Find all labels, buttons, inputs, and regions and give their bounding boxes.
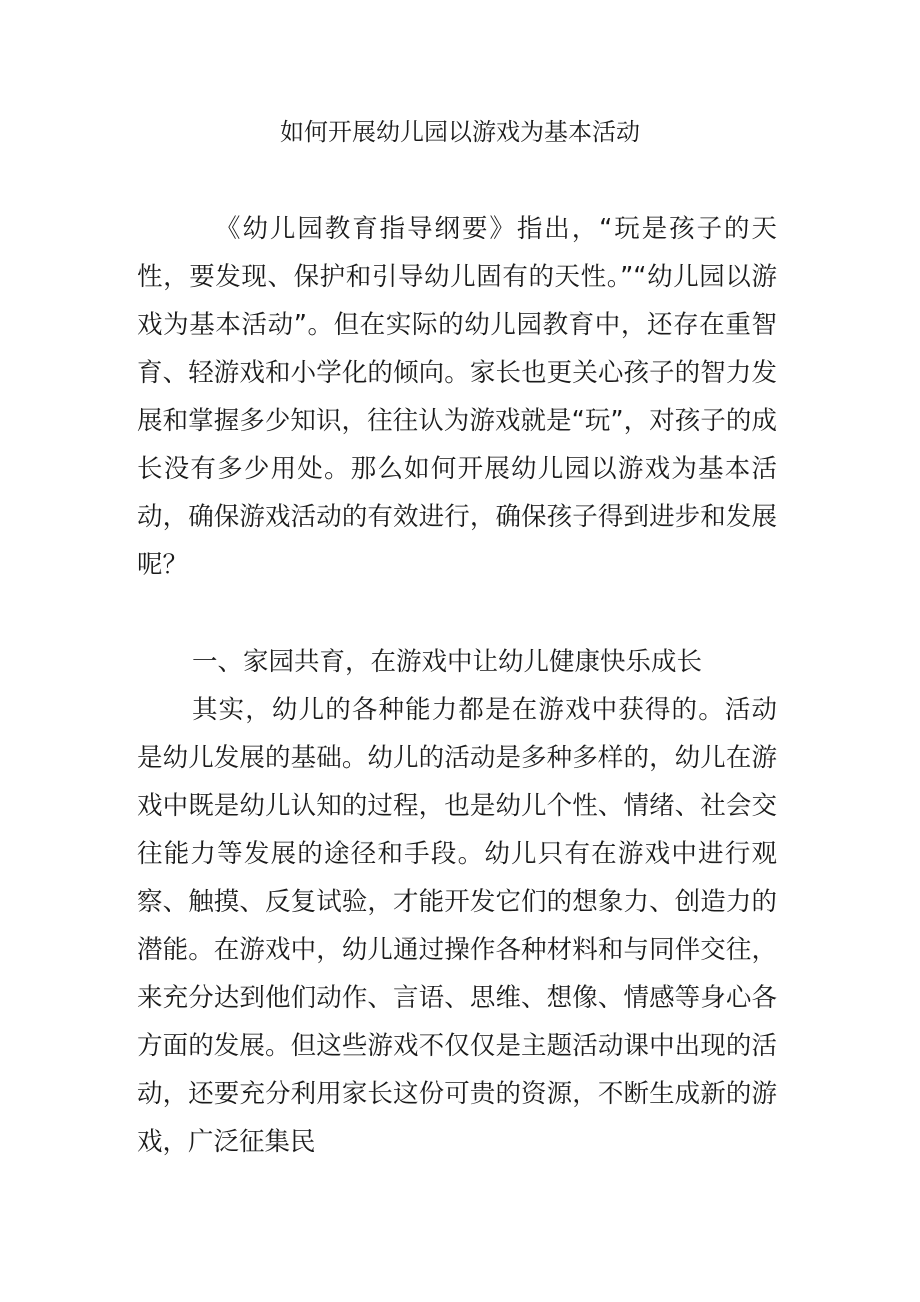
document-title: 如何开展幼儿园以游戏为基本活动 [280,118,640,146]
section-heading: 一、家园共育，在游戏中让幼儿健康快乐成长 [192,647,703,677]
intro-paragraph: 《幼儿园教育指导纲要》指出，“玩是孩子的天性，要发现、保护和引导幼儿固有的天性。”“幼儿园以游戏为基本活动”。但在实际的幼儿园教育中，还存在重智育、轻游戏和小学化的倾向。家长也更关心孩子的智力发展和掌握多少知识，往往认为游戏就是“玩”，对孩子的成长没有多少用处。那么如何开展幼儿园以游戏为基本活动，确保游戏活动的有效进行，确保孩子得到进步和发展呢？ [137,214,777,580]
section-paragraph: 其实，幼儿的各种能力都是在游戏中获得的。活动是幼儿发展的基础。幼儿的活动是多种多样的，幼儿在游戏中既是幼儿认知的过程，也是幼儿个性、情绪、社会交往能力等发展的途径和手段。幼儿只有在游戏中进行观察、触摸、反复试验，才能开发它们的想象力、创造力的潜能。在游戏中，幼儿通过操作各种材料和与同伴交往，来充分达到他们动作、言语、思维、想像、情感等身心各方面的发展。但这些游戏不仅仅是主题活动课中出现的活动，还要充分利用家长这份可贵的资源，不断生成新的游戏，广泛征集民 [137,695,777,1157]
